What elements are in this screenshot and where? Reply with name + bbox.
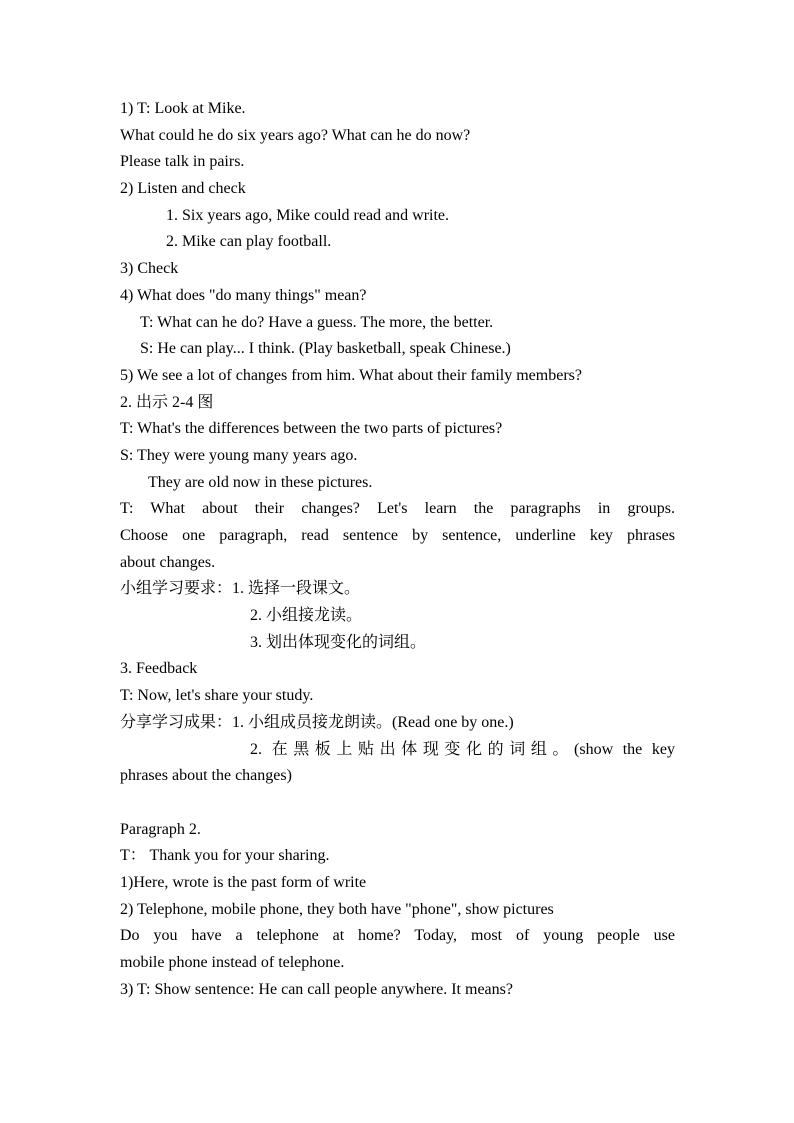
text-line: 1. Six years ago, Mike could read and write. — [166, 206, 450, 224]
text-line: S: He can play... I think. (Play basketball, speak Chinese.) — [140, 340, 511, 358]
text-line: 2) Telephone, mobile phone, they both have "phone", show pictures — [120, 900, 554, 918]
text-line: 3) T: Show sentence: He can call people anywhere. It means? — [120, 980, 513, 998]
blank-line — [120, 790, 675, 817]
text-line: 2. Mike can play football. — [166, 233, 332, 251]
text-line: T: What can he do? Have a guess. The more, the better. — [140, 313, 494, 331]
text-line: mobile phone instead of telephone. — [120, 954, 345, 971]
text-line: 2. 出示 2-4 图 — [120, 393, 214, 411]
text-line: T: Now, let's share your study. — [120, 687, 314, 705]
text-line: phrases about the changes) — [120, 767, 292, 785]
text-line: about changes. — [120, 553, 216, 571]
text-line: 3) Check — [120, 260, 179, 278]
text-line: T： Thank you for your sharing. — [120, 847, 330, 865]
text-line: 4) What does "do many things" mean? — [120, 286, 367, 304]
text-line: Do you have a telephone at home? Today, most of young people use — [120, 927, 675, 945]
text-line: 5) We see a lot of changes from him. What about their family members? — [120, 366, 582, 384]
text-line: T: What's the differences between the two parts of pictures? — [120, 420, 503, 438]
text-line: 1) T: Look at Mike. — [120, 100, 246, 117]
text-line: 3. Feedback — [120, 660, 198, 678]
text-line: 2. 在黑板上贴出体现变化的词组。(show the key — [250, 740, 675, 758]
text-line: Please talk in pairs. — [120, 153, 245, 171]
text-line: S: They were young many years ago. — [120, 446, 358, 464]
text-line: 分享学习成果：1. 小组成员接龙朗读。(Read one by one.) — [120, 713, 514, 731]
text-line: 1)Here, wrote is the past form of write — [120, 873, 367, 891]
text-line: Choose one paragraph, read sentence by sentence, underline key phrases — [120, 527, 675, 544]
text-line: T: What about their changes? Let's learn the paragraphs in groups. — [120, 500, 675, 518]
text-line: They are old now in these pictures. — [148, 473, 373, 491]
text-line: Paragraph 2. — [120, 820, 201, 838]
text-line: 2. 小组接龙读。 — [250, 607, 363, 625]
document-page — [120, 96, 675, 1003]
text-line: 小组学习要求：1. 选择一段课文。 — [120, 580, 361, 598]
text-line: 2) Listen and check — [120, 180, 246, 198]
text-line: What could he do six years ago? What can he do now? — [120, 126, 471, 144]
text-line: 3. 划出体现变化的词组。 — [250, 633, 427, 651]
